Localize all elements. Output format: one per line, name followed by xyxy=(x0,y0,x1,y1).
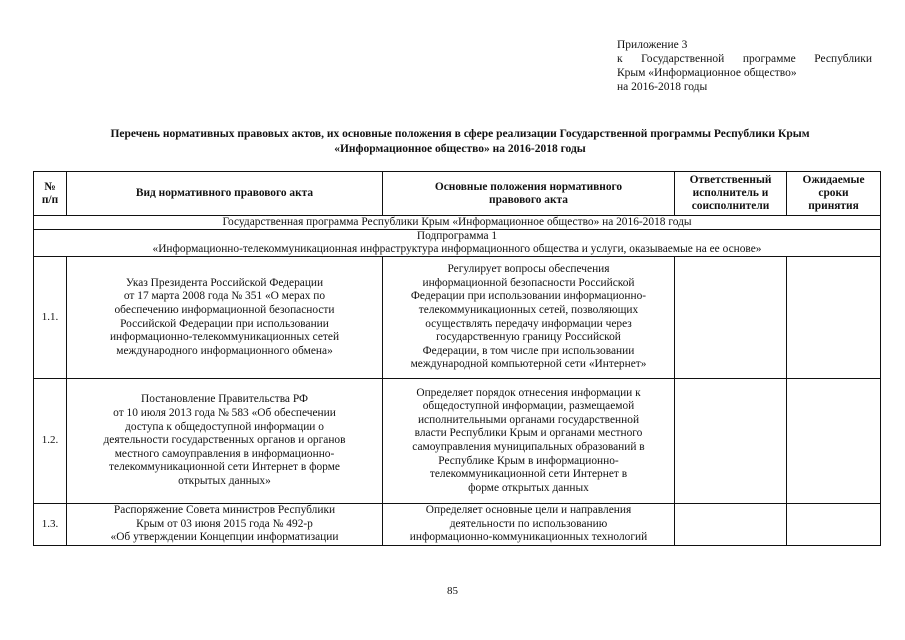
provisions-cell-line: международной компьютерной сети «Интернет» xyxy=(410,358,647,371)
provisions-cell-line: исполнительными органами государственной xyxy=(417,413,640,426)
act-type-cell-line: от 10 июля 2013 года № 583 «Об обеспечении xyxy=(113,407,336,420)
act-type-cell-line: от 17 марта 2008 года № 351 «О мерах по xyxy=(123,290,326,303)
provisions-cell-line: деятельности по использованию xyxy=(449,517,608,530)
act-type-cell-line: Распоряжение Совета министров Республики xyxy=(113,504,336,516)
provisions-cell-line: информационной безопасности Российской xyxy=(422,276,635,289)
deadline-cell xyxy=(787,504,881,546)
page-number: 85 xyxy=(447,585,458,597)
table-header-row xyxy=(34,172,881,216)
provisions-cell-line: форме открытых данных xyxy=(468,481,589,494)
provisions-cell xyxy=(383,257,675,379)
act-type-cell-line: Постановление Правительства РФ xyxy=(141,393,308,406)
header-text-line: принятия xyxy=(808,200,859,212)
provisions-cell-line: информационно-коммуникационных технологий xyxy=(409,531,648,544)
header-act-type xyxy=(67,172,383,216)
document-title xyxy=(40,127,880,157)
subprogram-row xyxy=(34,230,881,257)
header-text-line: исполнитель и xyxy=(692,187,769,199)
provisions-cell-line: самоуправления муниципальных образований в xyxy=(412,441,645,453)
header-text-line: № xyxy=(44,180,56,193)
act-type-cell-line: местного самоуправления в информационно- xyxy=(114,447,335,460)
provisions-cell-line: Республике Крым в информационно- xyxy=(438,454,619,467)
act-type-cell-line: информационно-телекоммуникационных сетей xyxy=(109,331,340,344)
responsible-cell xyxy=(675,504,787,546)
program-cell: Государственная программа Республики Крым «Информационное общество» на 2016-2018 годы xyxy=(34,216,881,230)
header-num xyxy=(34,172,67,216)
provisions-cell-line: Регулирует вопросы обеспечения xyxy=(447,263,610,276)
table-row xyxy=(34,504,881,546)
table-row xyxy=(34,257,881,379)
act-type-cell xyxy=(67,379,383,504)
provisions-cell-line: Определяет порядок отнесения информации к xyxy=(416,386,641,399)
act-type-cell-line: Российской Федерации при использовании xyxy=(120,317,329,330)
row-number-cell: 1.2. xyxy=(34,379,67,504)
header-text-line: Вид нормативного правового акта xyxy=(135,187,314,199)
appendix-line: к Государственной программе Республики xyxy=(617,53,872,65)
header-responsible xyxy=(675,172,787,216)
title-line: Перечень нормативных правовых актов, их основные положения в сфере реализации Государственной программы Республики Крым xyxy=(110,128,810,140)
appendix-line: на 2016-2018 годы xyxy=(617,81,708,93)
program-row xyxy=(34,216,881,230)
title-line: «Информационное общество» на 2016-2018 годы xyxy=(334,143,586,155)
provisions-cell xyxy=(383,504,675,546)
act-type-cell-line: Указ Президента Российской Федерации xyxy=(125,276,324,289)
subprogram-cell xyxy=(34,230,881,257)
provisions-cell-line: Федерации при использовании информационно- xyxy=(410,290,647,303)
row-number-cell: 1.3. xyxy=(34,504,67,546)
header-text-line: Основные положения нормативного xyxy=(434,180,623,193)
act-type-cell xyxy=(67,504,383,546)
responsible-cell xyxy=(675,257,787,379)
act-type-cell-line: телекоммуникационной сети Интернет в форме xyxy=(109,461,340,474)
act-type-cell-line: «Об утверждении Концепции информатизации xyxy=(110,531,339,544)
header-text-line: п/п xyxy=(41,193,59,206)
act-type-cell-line: деятельности государственных органов и органов xyxy=(103,434,346,447)
provisions-cell-line: власти Республики Крым и органами местного xyxy=(414,427,643,440)
table-row xyxy=(34,379,881,504)
appendix-line: Крым «Информационное общество» xyxy=(617,67,797,79)
legal-acts-table xyxy=(33,171,881,546)
responsible-cell xyxy=(675,379,787,504)
header-text-line: Ответственный xyxy=(689,174,772,186)
header-provisions xyxy=(383,172,675,216)
provisions-cell-line: телекоммуникационной сети Интернет в xyxy=(429,468,628,481)
provisions-cell-line: государственную границу Российской xyxy=(436,331,621,344)
act-type-cell-line: открытых данных» xyxy=(178,474,271,487)
subprogram-name: «Информационно-телекоммуникационная инфраструктура информационного общества и услуги, оказываемые на ее основе» xyxy=(152,243,762,255)
header-text-line: сроки xyxy=(818,187,849,199)
provisions-cell-line: телекоммуникационных сетей, позволяющих xyxy=(418,303,639,316)
appendix-line: Приложение 3 xyxy=(617,39,688,51)
provisions-cell-line: осуществлять передачу информации через xyxy=(425,317,632,330)
deadline-cell xyxy=(787,379,881,504)
act-type-cell-line: обеспечению информационной безопасности xyxy=(114,303,335,316)
act-type-cell xyxy=(67,257,383,379)
act-type-cell-line: доступа к общедоступной информации о xyxy=(125,420,324,433)
provisions-cell-line: общедоступной информации, размещаемой xyxy=(422,400,635,413)
header-text-line: правового акта xyxy=(489,193,568,206)
row-number-cell: 1.1. xyxy=(34,257,67,379)
provisions-cell xyxy=(383,379,675,504)
header-text-line: соисполнители xyxy=(691,200,770,212)
header-text-line: Ожидаемые xyxy=(802,174,865,186)
act-type-cell-line: Крым от 03 июня 2015 года № 492-р xyxy=(136,517,313,530)
act-type-cell-line: международного информационного обмена» xyxy=(116,344,333,357)
appendix-note xyxy=(617,38,872,94)
provisions-cell-line: Федерации, в том числе при использовании xyxy=(422,344,635,357)
subprogram-title: Подпрограмма 1 xyxy=(416,230,498,242)
header-deadline xyxy=(787,172,881,216)
provisions-cell-line: Определяет основные цели и направления xyxy=(425,504,632,516)
deadline-cell xyxy=(787,257,881,379)
